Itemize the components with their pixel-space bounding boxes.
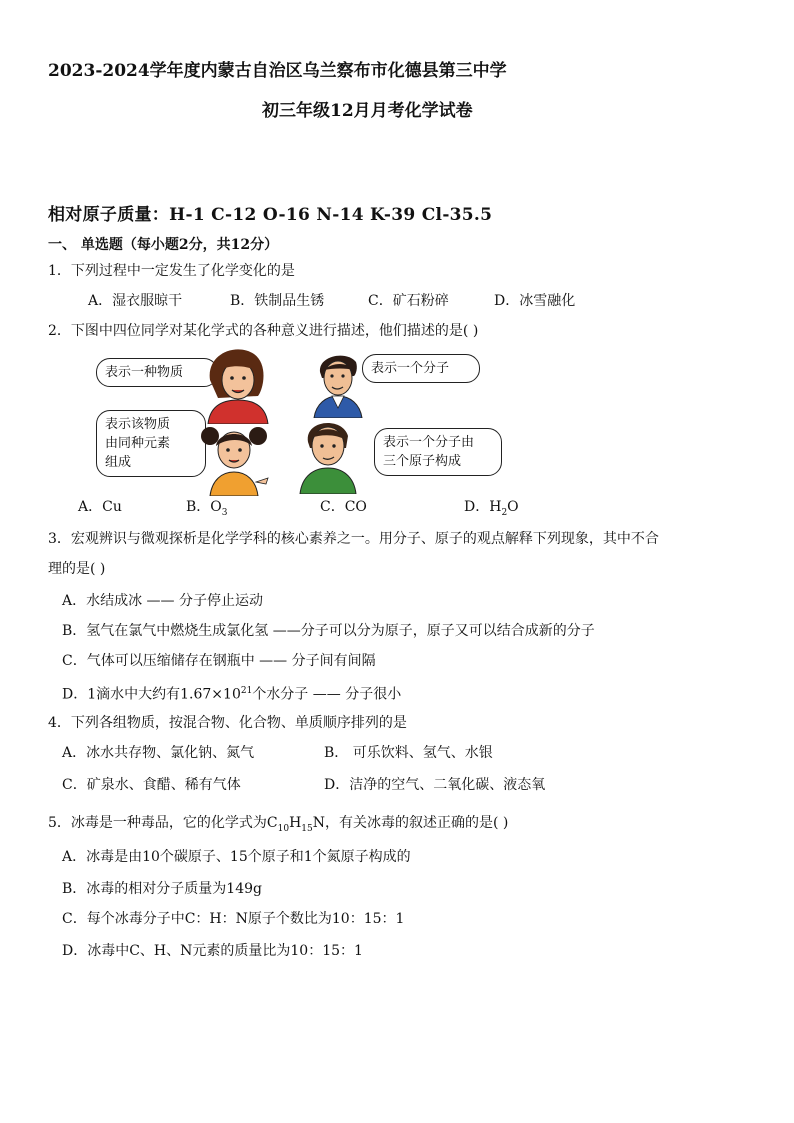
question-5-option-b: B．冰毒的相对分子质量为149g [62, 881, 262, 897]
question-2-option-a [78, 498, 122, 516]
question-2-figure [92, 344, 522, 492]
option-d-tail: O [507, 499, 519, 515]
question-1-stem: 1．下列过程中一定发生了化学变化的是 [48, 263, 295, 279]
option-b-text: B．O [186, 499, 222, 515]
atomic-mass-line: 相对原子质量：H-1 C-12 O-16 N-14 K-39 Cl-35.5 [48, 205, 493, 225]
section-heading: 一、 单选题（每小题2分，共12分） [48, 237, 279, 253]
student-girl-2-illustration [198, 422, 270, 496]
bubble-1-text: 表示一种物质 [105, 365, 184, 380]
question-4-option-d: D．洁净的空气、二氧化碳、液态氧 [324, 777, 546, 793]
bubble-2-text: 表示一个分子 [371, 361, 450, 376]
question-3-option-b: B．氢气在氯气中燃烧生成氯化氢 ——分子可以分为原子，原子又可以结合成新的分子 [62, 623, 595, 639]
speech-bubble-4 [374, 428, 502, 476]
question-5-option-d: D．冰毒中C、H、N元素的质量比为10：15：1 [62, 943, 363, 959]
option-d-exponent: 21 [240, 686, 253, 696]
exam-title-line2: 初三年级12月月考化学试卷 [262, 101, 473, 121]
question-2-stem: 2．下图中四位同学对某化学式的各种意义进行描述，他们描述的是( ) [48, 323, 479, 339]
question-5-option-c: C．每个冰毒分子中C：H：N原子个数比为10：15：1 [62, 911, 405, 927]
option-d-prefix: D．1滴水中大约有1.67×10 [62, 686, 241, 703]
question-2-option-b [186, 498, 228, 522]
carbon-subscript: 10 [277, 823, 290, 834]
question-5-option-a: A．冰毒是由10个碳原子、15个原子和1个氮原子构成的 [62, 849, 411, 865]
hydrogen-subscript: 15 [301, 823, 313, 834]
question-1-option-b: B．铁制品生锈 [230, 293, 325, 309]
question-1-option-d: D．冰雪融化 [494, 293, 576, 309]
question-4-option-c: C．矿泉水、食醋、稀有气体 [62, 777, 241, 793]
question-3-stem-line1: 3．宏观辨识与微观探析是化学学科的核心素养之一。用分子、原子的观点解释下列现象，其中不合 [48, 531, 659, 547]
question-1-option-c: C．矿石粉碎 [368, 293, 449, 309]
option-b-subscript: 3 [221, 507, 228, 518]
bubble-4-line1: 表示一个分子由 [383, 435, 475, 450]
speech-bubble-2 [362, 354, 480, 383]
option-d-subscript: 2 [501, 507, 508, 518]
question-5-stem [48, 814, 508, 838]
option-c-text: C．CO [320, 499, 367, 515]
question-2-option-d [464, 498, 519, 522]
question-3-option-d [62, 682, 401, 704]
question-3-option-c: C．气体可以压缩储存在钢瓶中 —— 分子间有间隔 [62, 653, 376, 669]
question-4-option-a: A．冰水共存物、氯化钠、氮气 [62, 745, 255, 761]
hydrogen-symbol: H [289, 815, 302, 831]
exam-title-line1: 2023-2024学年度内蒙古自治区乌兰察布市化德县第三中学 [48, 61, 507, 81]
speech-bubble-3 [96, 410, 206, 477]
question-4-stem: 4．下列各组物质，按混合物、化合物、单质顺序排列的是 [48, 715, 407, 731]
student-boy-2-illustration [292, 414, 362, 494]
question-3-stem-line2: 理的是( ) [48, 561, 106, 577]
speech-bubble-1 [96, 358, 218, 387]
bubble-3-line2: 由同种元素 [105, 436, 171, 451]
question-1-option-a: A．湿衣服晾干 [88, 293, 183, 309]
question-4-option-b: B． 可乐饮料、氢气、水银 [324, 745, 493, 761]
student-girl-1-illustration [202, 344, 272, 424]
bubble-3-line3: 组成 [105, 455, 132, 470]
stem-suffix: N，有关冰毒的叙述正确的是( ) [312, 815, 509, 831]
stem-prefix: 5．冰毒是一种毒品，它的化学式为C [48, 815, 278, 831]
question-3-option-a: A．水结成冰 —— 分子停止运动 [62, 593, 264, 609]
option-d-text: D．H [464, 499, 502, 515]
option-d-suffix: 个水分子 —— 分子很小 [252, 686, 402, 703]
student-boy-1-illustration [306, 348, 366, 418]
bubble-4-line2: 三个原子构成 [383, 454, 462, 469]
question-2-option-c [320, 498, 367, 516]
option-a-text: A．Cu [78, 499, 122, 515]
bubble-3-line1: 表示该物质 [105, 417, 171, 432]
